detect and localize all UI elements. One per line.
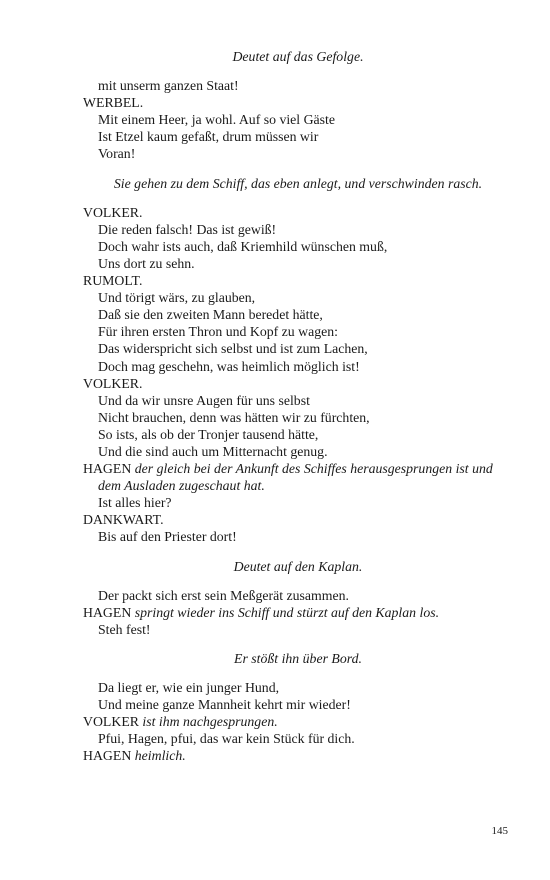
verse-line: Uns dort zu sehn. xyxy=(98,255,195,271)
speaker-name: WERBEL. xyxy=(83,95,144,111)
speaker-name: HAGEN xyxy=(83,461,132,477)
verse-line: Und törigt wärs, zu glauben, xyxy=(98,290,256,306)
speaker-name: HAGEN xyxy=(83,604,132,620)
verse-line: Ist alles hier? xyxy=(98,495,172,511)
speaker-name: HAGEN xyxy=(83,748,132,764)
stage-direction: Deutet auf das Gefolge. xyxy=(232,49,364,64)
verse-line: So ists, als ob der Tronjer tausend hätte, xyxy=(98,426,319,442)
verse-line: mit unserm ganzen Staat! xyxy=(98,78,239,94)
verse-line: Doch wahr ists auch, daß Kriemhild wünschen muß, xyxy=(98,238,388,254)
stage-direction: Er stößt ihn über Bord. xyxy=(234,650,362,666)
speaker-with-direction xyxy=(83,460,513,494)
speaker-with-direction xyxy=(83,604,513,621)
verse-line: Da liegt er, wie ein junger Hund, xyxy=(98,680,280,695)
verse-line: Voran! xyxy=(98,146,136,162)
verse-line: Daß sie den zweiten Mann beredet hätte, xyxy=(98,307,323,323)
verse-line: Und die sind auch um Mitternacht genug. xyxy=(98,443,328,459)
verse-line: Steh fest! xyxy=(98,621,151,637)
verse-line: Nicht brauchen, denn was hätten wir zu fürchten, xyxy=(98,409,370,425)
inline-stage-direction: der gleich bei der Ankunft des Schiffes herausgesprungen ist und dem Ausladen zugeschaut hat. xyxy=(98,461,493,494)
speaker-name: VOLKER. xyxy=(83,375,143,391)
verse-line: Pfui, Hagen, pfui, das war kein Stück für dich. xyxy=(98,731,355,747)
speaker-name: RUMOLT. xyxy=(83,273,143,289)
inline-stage-direction: heimlich. xyxy=(134,748,186,764)
inline-stage-direction: ist ihm nachgesprungen. xyxy=(142,714,278,730)
inline-stage-direction: springt wieder ins Schiff und stürzt auf den Kaplan los. xyxy=(134,604,440,620)
verse-line: Doch mag geschehn, was heimlich möglich ist! xyxy=(98,358,360,374)
speaker-name: DANKWART. xyxy=(83,512,164,528)
verse-line: Die reden falsch! Das ist gewiß! xyxy=(98,221,277,237)
speaker-with-direction xyxy=(83,713,513,730)
page-number: 145 xyxy=(491,825,508,837)
speaker-with-direction xyxy=(83,747,513,764)
verse-line: Das widerspricht sich selbst und ist zum Lachen, xyxy=(98,341,368,357)
verse-line: Bis auf den Priester dort! xyxy=(98,529,237,545)
verse-line: Ist Etzel kaum gefaßt, drum müssen wir xyxy=(98,129,319,145)
speaker-name: VOLKER. xyxy=(83,204,143,220)
verse-line: Und da wir unsre Augen für uns selbst xyxy=(98,392,310,408)
stage-direction: Sie gehen zu dem Schiff, das eben anlegt, und verschwinden rasch. xyxy=(113,175,483,191)
speaker-name: VOLKER xyxy=(83,714,139,730)
verse-line: Für ihren ersten Thron und Kopf zu wagen: xyxy=(98,324,338,340)
text-block xyxy=(83,48,513,764)
verse-line: Und meine ganze Mannheit kehrt mir wieder! xyxy=(98,697,351,713)
verse-line: Der packt sich erst sein Meßgerät zusammen. xyxy=(98,587,349,603)
verse-line: Mit einem Heer, ja wohl. Auf so viel Gäste xyxy=(98,112,336,128)
stage-direction: Deutet auf den Kaplan. xyxy=(233,558,363,574)
